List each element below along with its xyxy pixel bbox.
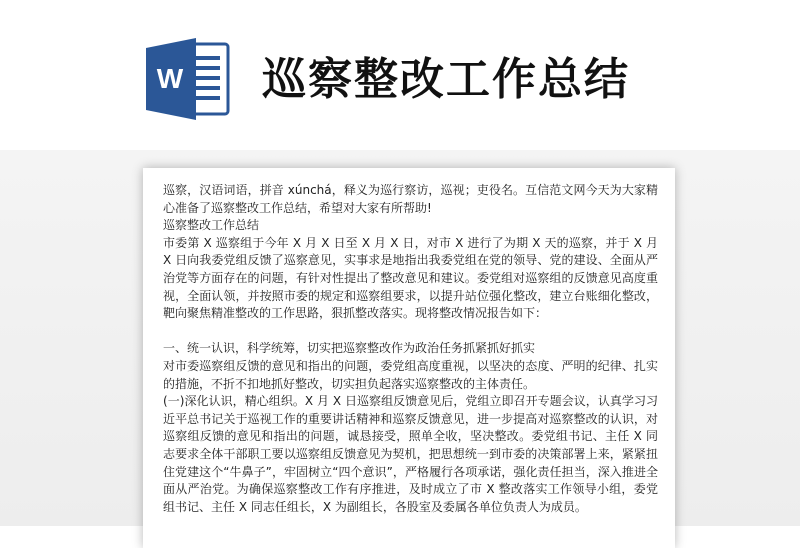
paragraph-gap — [163, 323, 658, 341]
intro-paragraph: 巡察，汉语词语，拼音 xúnchá，释义为巡行察访，巡视；吏役名。互信范文网今天为大家精心准备了巡察整改工作总结，希望对大家有所帮助! — [163, 183, 658, 215]
body-paragraph-3: (一)深化认识，精心组织。X 月 X 日巡察组反馈意见后，党组立即召开专题会议，认真学习习近平总书记关于巡视工作的重要讲话精神和巡察反馈意见，进一步提高对巡察整改的认识，对巡察组反馈的意见和指出的问题，诚恳接受，照单全收，坚决整改。委党组书记、主任 X 同志要求全体干部职工要以巡察组反馈意见为契机，把思想统一到市委的决策部署上来，紧紧扭住党建这个“牛鼻子”，牢固树立“四个意识”，严格履行各项承诺，强化责任担当，深入推进全面从严治党。为确保巡察整改工作有序推进，及时成立了市 X 整改落实工作领导小组，委党组书记、主任 X 同志任组长，X 为副组长，各股室及委属各单位负责人为成员。 — [163, 394, 658, 514]
document-title: 巡察整改工作总结 — [262, 54, 630, 105]
subtitle-paragraph: 巡察整改工作总结 — [163, 218, 260, 233]
header-banner — [0, 0, 800, 160]
word-icon-letter: W — [156, 63, 184, 94]
body-paragraph-2: 对市委巡察组反馈的意见和指出的问题，委党组高度重视，以坚决的态度、严明的纪律、扎实的措施，不折不扣地抓好整改，切实担负起落实巡察整改的主体责任。 — [163, 358, 658, 391]
body-paragraph-1: 市委第 X 巡察组于今年 X 月 X 日至 X 月 X 日，对市 X 进行了为期 X 天的巡察，并于 X 月 X 日向我委党组反馈了巡察意见，实事求是地指出我委党组在党的领导、党的建设、全面从严治党等方面存在的问题，有针对性提出了整改意见和建议。委党组对巡察组的反馈意见高度重视，全面认领，并按照市委的规定和巡察组要求，以提升站位强化整改，建立台账细化整改，靶向聚焦精准整改的工作思路，狠抓整改落实。现将整改情况报告如下： — [163, 235, 658, 321]
section-heading-1: 一、统一认识，科学统筹，切实把巡察整改作为政治任务抓紧抓好抓实 — [163, 341, 536, 356]
document-page — [143, 168, 675, 548]
document-body — [163, 182, 658, 516]
word-document-icon — [146, 38, 230, 120]
